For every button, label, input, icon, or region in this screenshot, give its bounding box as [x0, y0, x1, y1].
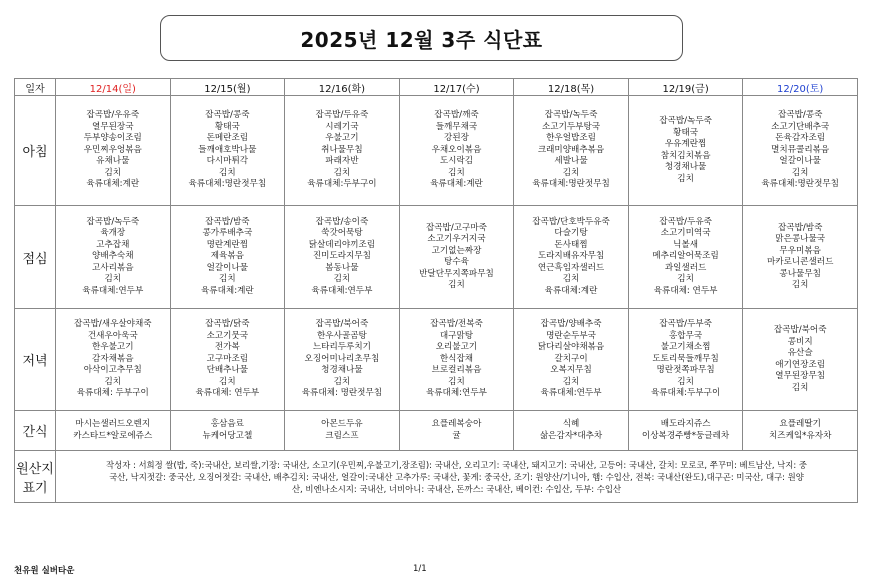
menu-item: 명란젓쪽파무침 [656, 365, 715, 376]
menu-cell [399, 206, 514, 309]
menu-item: 홍합무국 [668, 330, 703, 341]
menu-item: 잡곡밥/고구마죽 [425, 222, 487, 233]
menu-item: 강된장 [444, 133, 469, 144]
menu-item: 육류대체: 연두부 [195, 388, 260, 399]
menu-item: 이상복경주빵*둥글레차 [641, 430, 730, 441]
menu-item: 잡곡밥/깨죽 [434, 110, 479, 121]
menu-item: 과일샐러드 [664, 262, 707, 273]
menu-item: 식혜 [562, 419, 580, 429]
row-label-dinner: 저녁 [15, 309, 56, 411]
menu-item: 육류대체:연두부 [82, 285, 144, 296]
breakfast-row [15, 96, 858, 206]
menu-item: 잡곡밥/두유죽 [659, 216, 712, 227]
menu-item: 탕수육 [444, 257, 469, 267]
menu-item: 소고기단배추국 [771, 121, 830, 132]
menu-cell [399, 411, 514, 451]
origin-line: 국산, 낙지젓갈: 중국산, 오징어젓갈: 국내산, 배추김치: 국내산, 얼갈이:국내산 고추가루: 국내산, 꽃게: 중국산, 조기: 원양산/기니아, 햄: 수입산, 전복: 국내산(완도),대구곤: 미국산, 대구: 원양 [109, 471, 804, 482]
menu-item: 봄동나물 [325, 262, 359, 273]
menu-item: 닉볼새 [673, 239, 699, 250]
menu-item: 육류대체:계란 [86, 179, 140, 190]
menu-item: 열무된장무침 [775, 371, 826, 381]
menu-item: 잡곡밥/녹두죽 [86, 216, 140, 227]
menu-cell [56, 309, 171, 411]
menu-item: 참치김치볶음 [660, 150, 711, 161]
menu-item: 도시락김 [439, 156, 474, 167]
menu-item: 아삭이고추무침 [83, 365, 142, 376]
menu-item: 다시마튀각 [206, 156, 249, 167]
menu-item: 오복지무침 [550, 365, 592, 376]
meal-table [14, 78, 858, 503]
menu-item: 잡곡밥/두부죽 [659, 319, 712, 330]
menu-item: 김치 [104, 376, 122, 387]
menu-cell [743, 309, 858, 411]
menu-cell [285, 96, 400, 206]
menu-cell [743, 206, 858, 309]
menu-cell [514, 309, 629, 411]
footer-org: 천유원 실버타운 [14, 566, 75, 576]
menu-item: 크림스프 [325, 430, 359, 441]
menu-item: 반달단무지쪽파무침 [419, 268, 494, 279]
menu-item: 우불고기 [325, 133, 359, 144]
menu-cell [170, 206, 285, 309]
menu-item: 육류대체:연두부 [540, 388, 602, 399]
menu-item: 고추잡채 [96, 239, 130, 250]
menu-item: 김치 [219, 376, 236, 387]
menu-item: 요플레딸기 [779, 419, 821, 429]
day-header-thu: 12/18(목) [514, 79, 629, 96]
menu-cell [743, 411, 858, 451]
menu-item: 맑은콩나물국 [775, 234, 826, 244]
menu-item: 유산슬 [787, 348, 813, 358]
menu-item: 홍삼음료 [210, 419, 244, 429]
menu-item: 들깨애호박나물 [198, 144, 257, 155]
menu-item: 김치 [333, 376, 351, 387]
menu-item: 잡곡밥/양배추죽 [540, 319, 602, 330]
row-label-snack: 간식 [15, 411, 56, 451]
menu-item: 잡곡밥/새우살야채죽 [73, 319, 152, 330]
menu-item: 고사리볶음 [92, 262, 134, 273]
menu-item: 김치 [333, 167, 351, 178]
menu-item: 김치 [448, 376, 465, 387]
menu-item: 한식잡채 [439, 353, 474, 364]
menu-item: 육류대체:두부구이 [650, 388, 721, 399]
day-header-sun: 12/14(일) [56, 79, 171, 96]
menu-item: 도토리묵들깨무침 [652, 353, 719, 364]
menu-item: 잡곡밥/두유죽 [315, 110, 369, 121]
date-header-label: 일자 [15, 79, 56, 96]
menu-item: 오리불고기 [435, 342, 478, 353]
menu-item: 김치 [677, 274, 694, 285]
menu-item: 육류대체:연두부 [311, 285, 373, 296]
menu-item: 쑥갓어묵탕 [321, 228, 363, 239]
menu-item: 김치 [448, 280, 465, 290]
menu-item: 불고기채소찜 [660, 342, 711, 353]
menu-cell [170, 96, 285, 206]
menu-item: 잡곡밥/닭죽 [205, 319, 250, 330]
menu-item: 아몬드두유 [321, 419, 363, 429]
menu-cell [56, 206, 171, 309]
menu-cell [170, 411, 285, 451]
menu-item: 돈육감자조림 [775, 133, 826, 144]
menu-item: 황태국 [673, 127, 699, 138]
menu-item: 청경채나물 [664, 162, 707, 172]
menu-item: 오징어미나리초무침 [304, 353, 380, 364]
menu-item: 잡곡밥/단호박두유죽 [532, 216, 610, 227]
origin-label: 원산지 표기 [15, 451, 56, 503]
day-header-tue: 12/16(화) [285, 79, 400, 96]
row-label-breakfast: 아침 [15, 96, 56, 206]
origin-line: 작성자 : 서희정 쌀(밥, 죽):국내산, 보리쌀,기장: 국내산, 소고기(우민찌,우불고기,장조림): 국내산, 오리고기: 국내산, 돼지고기: 국내산, 고등어: 국내산, 갈치: 모로코, 쭈꾸미: 베트남산, 낙지: 중 [106, 459, 807, 470]
menu-item: 육류대체:명란젓무침 [188, 179, 267, 190]
menu-item: 명란순두부국 [546, 330, 596, 341]
menu-item: 단배추나물 [206, 365, 249, 376]
menu-item: 김치 [104, 167, 122, 178]
menu-item: 요플레복숭아 [431, 419, 482, 429]
menu-item: 김치 [791, 382, 809, 393]
menu-item: 잡곡밥/밤죽 [205, 216, 250, 227]
menu-item: 양배추숙채 [92, 251, 134, 262]
menu-item: 한우사골곰탕 [317, 330, 367, 341]
menu-cell [285, 411, 400, 451]
menu-cell [399, 96, 514, 206]
menu-item: 육류대체:계란 [544, 285, 598, 296]
origin-text [56, 451, 858, 503]
menu-item: 김치 [562, 376, 580, 387]
menu-item: 육류대체:계란 [430, 179, 483, 190]
menu-item: 도라지배유자무침 [537, 251, 605, 262]
menu-item: 김치 [562, 167, 580, 178]
menu-item: 감자채볶음 [92, 353, 134, 364]
day-header-mon: 12/15(월) [170, 79, 285, 96]
origin-line: 산, 비엔나소시지: 국내산, 너비아니: 국내산, 돈까스: 국내산, 베이컨: 수입산, 두부: 수입산 [291, 483, 622, 494]
menu-item: 진미도라지무침 [312, 251, 371, 262]
menu-item: 얼갈이나물 [779, 156, 821, 167]
menu-item: 두부양송이조림 [83, 133, 142, 144]
menu-item: 잡곡밥/밤죽 [777, 222, 823, 233]
menu-cell [514, 411, 629, 451]
menu-item: 소고기뭇국 [206, 330, 249, 341]
menu-cell [399, 309, 514, 411]
menu-item: 뉴케어당고첼 [202, 430, 253, 441]
menu-item: 잡곡밥/녹두죽 [659, 116, 712, 126]
menu-item: 육류대체: 두부구이 [76, 388, 149, 399]
menu-item: 한우얼밥조림 [546, 133, 596, 144]
menu-item: 청경채나물 [321, 365, 363, 376]
menu-item: 귤 [452, 430, 461, 441]
snack-row [15, 411, 858, 451]
menu-item: 연근흑임자샐러드 [537, 262, 605, 273]
menu-item: 들깨무채국 [435, 121, 478, 132]
menu-item: 황태국 [214, 121, 240, 132]
day-header-fri: 12/19(금) [628, 79, 743, 96]
menu-item: 우유계란찜 [664, 139, 707, 149]
menu-item: 파래자반 [325, 156, 359, 167]
menu-item: 잡곡밥/송이죽 [315, 216, 369, 227]
menu-item: 대구맑탕 [439, 330, 474, 341]
lunch-row [15, 206, 858, 309]
menu-item: 취나물무침 [321, 144, 363, 155]
menu-cell [56, 411, 171, 451]
menu-item: 소고기두부탕국 [541, 121, 601, 132]
origin-row [15, 451, 858, 503]
menu-cell [56, 96, 171, 206]
menu-item: 한우불고기 [92, 342, 134, 353]
menu-item: 시레기국 [325, 121, 359, 132]
menu-item: 김치 [448, 167, 465, 178]
menu-item: 김치 [677, 173, 694, 184]
menu-cell [170, 309, 285, 411]
menu-item: 닭살데리야끼조림 [308, 239, 376, 250]
menu-cell [285, 309, 400, 411]
menu-item: 잡곡밥/전복죽 [430, 319, 483, 330]
menu-item: 건새우아욱국 [87, 330, 138, 341]
menu-item: 김치 [219, 167, 236, 178]
menu-item: 육류대체: 명란젓무침 [301, 388, 383, 399]
menu-item: 김치 [219, 274, 236, 285]
menu-cell [743, 96, 858, 206]
menu-item: 제육볶음 [210, 251, 244, 262]
menu-item: 브로컬리볶음 [431, 365, 482, 376]
menu-item: 육류대체:두부구이 [307, 179, 377, 190]
menu-item: 카스타드*알로에쥬스 [73, 430, 153, 441]
menu-cell [514, 96, 629, 206]
menu-item: 무우미볶음 [779, 245, 821, 256]
menu-item: 잡곡밥/녹두죽 [544, 110, 598, 121]
menu-item: 크래미양배추볶음 [537, 144, 605, 155]
menu-item: 마카로니콘샐러드 [766, 257, 834, 267]
menu-item: 소고기미역국 [660, 228, 711, 239]
menu-item: 김치 [562, 274, 580, 285]
menu-item: 김치 [677, 376, 694, 387]
menu-item: 느타리두루치기 [312, 342, 371, 353]
menu-cell [628, 206, 743, 309]
menu-item: 메추리알어묵조림 [652, 251, 719, 262]
menu-item: 소고기우거지국 [427, 234, 486, 244]
menu-cell [514, 206, 629, 309]
menu-item: 유채나물 [96, 156, 130, 167]
menu-item: 멸치뮤콜리볶음 [771, 144, 830, 155]
day-header-wed: 12/17(수) [399, 79, 514, 96]
day-header-sat: 12/20(토) [743, 79, 858, 96]
menu-item: 돈사태찜 [554, 239, 588, 250]
menu-cell [628, 96, 743, 206]
menu-item: 우채오이볶음 [431, 144, 482, 155]
menu-item: 삶은감자*대추차 [539, 430, 603, 441]
menu-item: 열무된장국 [92, 121, 134, 132]
menu-item: 닭다리살야채볶음 [537, 342, 605, 353]
menu-item: 다슬기탕 [554, 228, 588, 239]
menu-item: 김치 [104, 274, 122, 285]
menu-item: 잡곡밥/우유죽 [86, 110, 140, 121]
menu-item: 콩나물무침 [779, 268, 821, 279]
menu-item: 명란계란찜 [206, 239, 249, 250]
menu-item: 잡곡밥/콩죽 [205, 110, 250, 121]
menu-item: 육류대체:명란젓무침 [532, 179, 610, 190]
row-label-lunch: 점심 [15, 206, 56, 309]
menu-cell [628, 309, 743, 411]
menu-item: 육류대체:계란 [200, 285, 254, 296]
menu-item: 잡곡밥/북어죽 [773, 325, 827, 335]
menu-item: 돈메란조림 [206, 133, 249, 144]
menu-item: 김치 [333, 274, 351, 285]
menu-item: 육개장 [100, 228, 126, 239]
menu-item: 전가복 [214, 342, 240, 353]
menu-item: 갈치구이 [554, 353, 588, 364]
menu-item: 우민찌우엉볶음 [83, 144, 142, 155]
menu-item: 고기없는짜장 [431, 245, 482, 256]
menu-item: 콩비지 [787, 336, 813, 347]
menu-item: 김치 [791, 280, 809, 290]
menu-item: 얼갈이나물 [206, 262, 249, 273]
footer-page-number: 1/1 [413, 564, 427, 574]
header-row [15, 79, 858, 96]
menu-item: 육류대체:연두부 [425, 388, 487, 399]
menu-cell [285, 206, 400, 309]
menu-item: 치즈케잌*유자차 [768, 430, 832, 441]
menu-item: 육류대체:명란젓무침 [761, 179, 839, 190]
page-title: 2025년 12월 3주 식단표 [300, 27, 543, 52]
menu-item: 콩가루배추국 [202, 228, 253, 239]
menu-item: 고구마조림 [206, 353, 249, 364]
menu-cell [628, 411, 743, 451]
menu-item: 잡곡밥/콩죽 [777, 110, 823, 121]
menu-item: 애기연장조림 [775, 359, 826, 370]
menu-item: 잡곡밥/북어죽 [315, 319, 369, 330]
menu-item: 세발나물 [554, 156, 588, 167]
dinner-row [15, 309, 858, 411]
menu-item: 마시는샐러드오렌지 [75, 419, 151, 429]
menu-item: 배도라지쥬스 [660, 419, 711, 429]
title-box [160, 15, 683, 61]
menu-item: 육류대체: 연두부 [653, 285, 718, 296]
menu-item: 김치 [791, 167, 809, 178]
